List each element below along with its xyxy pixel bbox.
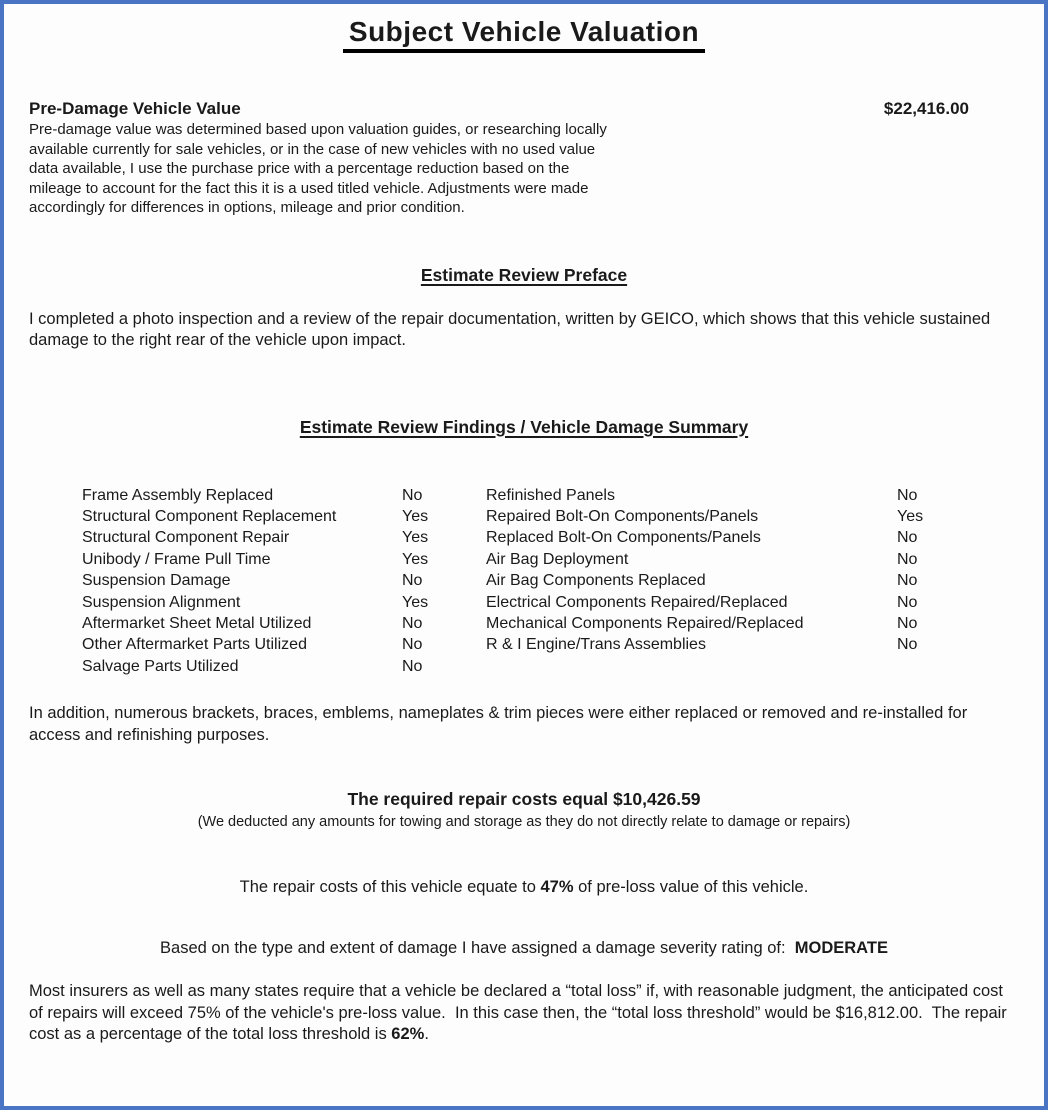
pre-damage-row: [29, 99, 1019, 119]
finding-value: [897, 656, 1019, 677]
finding-label: Air Bag Deployment: [486, 550, 629, 568]
total-loss-paragraph: [29, 981, 1019, 1046]
finding-label: Repaired Bolt-On Components/Panels: [486, 507, 759, 525]
finding-value: No: [402, 486, 423, 504]
additional-note: In addition, numerous brackets, braces, emblems, nameplates & trim pieces were either replaced or removed and re-installed for access and refinishing purposes.: [29, 704, 968, 744]
finding-value: Yes: [402, 529, 429, 547]
total-loss-text: Most insurers as well as many states require that a vehicle be declared a “total loss” if, with reasonable judgment, the anticipated cost of repairs will exceed 75% of the vehicle's pre-loss value. In this case then, the “total loss threshold” would be $16,812.00. The repair cost as a percentage of the total loss threshold is: [29, 982, 1012, 1044]
finding-label: Aftermarket Sheet Metal Utilized: [82, 614, 312, 632]
finding-label: Refinished Panels: [486, 486, 615, 504]
findings-table: [82, 485, 1019, 678]
finding-label: Frame Assembly Replaced: [82, 486, 274, 504]
total-loss-period: .: [424, 1025, 429, 1044]
finding-label: Air Bag Components Replaced: [486, 572, 706, 590]
pre-damage-heading: Pre-Damage Vehicle Value: [29, 99, 241, 118]
finding-label: Structural Component Replacement: [82, 507, 337, 525]
finding-value: No: [402, 572, 423, 590]
finding-value: No: [402, 614, 423, 632]
deduction-note: (We deducted any amounts for towing and storage as they do not directly relate to damage or repairs): [197, 814, 851, 831]
finding-value: No: [402, 657, 423, 675]
finding-value: No: [897, 572, 918, 590]
finding-label: [486, 656, 897, 677]
title-row: [29, 4, 1019, 53]
finding-label: R & I Engine/Trans Assemblies: [486, 636, 706, 654]
finding-label: Structural Component Repair: [82, 529, 290, 547]
finding-value: No: [897, 593, 918, 611]
page-title: Subject Vehicle Valuation: [343, 16, 705, 53]
repair-percentage-line: [29, 878, 1019, 897]
repair-percentage-value: 47%: [540, 878, 574, 897]
severity-rating-line: [29, 939, 1019, 958]
pre-damage-value: $22,416.00: [883, 99, 969, 118]
pre-damage-description: Pre-damage value was determined based upon valuation guides, or researching locally available currently for sale vehicles, or in the case of new vehicles with no used value data available, I use the purchase price with a percentage reduction based on the mileage to account for the fact this it is a used titled vehicle. Adjustments were made accordingly for differences in options, mileage and prior condition.: [29, 121, 607, 216]
finding-value: No: [897, 636, 918, 654]
required-costs-line: The required repair costs equal $10,426.59: [347, 789, 701, 810]
finding-value: No: [897, 614, 918, 632]
finding-value: No: [897, 486, 918, 504]
finding-label: Salvage Parts Utilized: [82, 657, 239, 675]
finding-label: Suspension Alignment: [82, 593, 241, 611]
repair-percentage-prefix: The repair costs of this vehicle equate to: [239, 878, 541, 897]
repair-percentage-suffix: of pre-loss value of this vehicle.: [573, 878, 809, 897]
finding-label: Suspension Damage: [82, 572, 231, 590]
finding-label: Unibody / Frame Pull Time: [82, 550, 271, 568]
finding-label: Mechanical Components Repaired/Replaced: [486, 614, 804, 632]
preface-body: I completed a photo inspection and a review of the repair documentation, written by GEICO, which shows that this vehicle sustained damage to the right rear of the vehicle upon impact.: [29, 309, 991, 349]
finding-value: No: [897, 550, 918, 568]
finding-label: Other Aftermarket Parts Utilized: [82, 636, 307, 654]
finding-value: Yes: [402, 550, 429, 568]
finding-value: No: [402, 636, 423, 654]
finding-label: Replaced Bolt-On Components/Panels: [486, 529, 761, 547]
findings-heading-row: [29, 417, 1019, 438]
finding-value: Yes: [402, 507, 429, 525]
finding-value: Yes: [402, 593, 429, 611]
severity-rating-prefix: Based on the type and extent of damage I have assigned a damage severity rating of:: [160, 939, 795, 958]
preface-heading: Estimate Review Preface: [420, 264, 628, 285]
finding-value: No: [897, 529, 918, 547]
preface-heading-row: [29, 265, 1019, 286]
finding-value: Yes: [897, 507, 924, 525]
severity-rating-value: MODERATE: [794, 939, 888, 958]
findings-heading: Estimate Review Findings / Vehicle Damage Summary: [299, 416, 749, 437]
finding-label: Electrical Components Repaired/Replaced: [486, 593, 788, 611]
threshold-percentage-value: 62%: [391, 1025, 425, 1044]
